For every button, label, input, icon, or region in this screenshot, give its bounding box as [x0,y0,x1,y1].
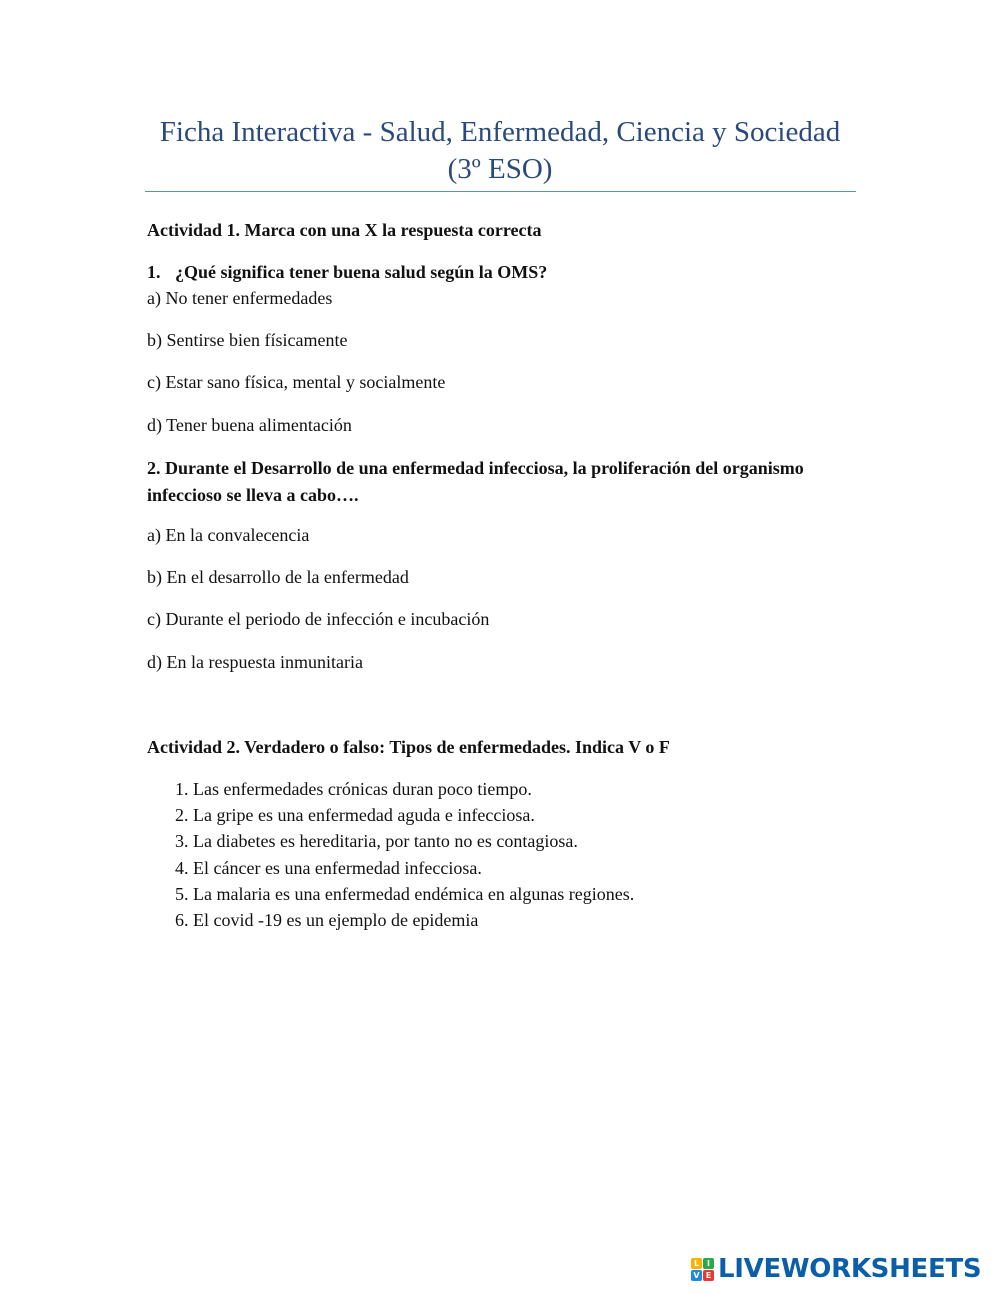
tf-item[interactable]: 6. El covid -19 es un ejemplo de epidemia [175,909,479,930]
q2-option-c[interactable]: c) Durante el periodo de infección e incubación [147,609,490,629]
title-divider [145,191,856,192]
true-false-list [175,777,634,934]
logo-tile: L [691,1258,702,1269]
q2-option-d[interactable]: d) En la respuesta inmunitaria [147,652,363,672]
logo-tile: V [691,1270,702,1281]
q2-option-a[interactable]: a) En la convalecencia [147,525,310,545]
question-1 [147,260,547,284]
tf-item[interactable]: 1. Las enfermedades crónicas duran poco tiempo. [175,779,532,799]
tf-item[interactable]: 5. La malaria es una enfermedad endémica en algunas regiones. [175,883,635,904]
q1-option-d[interactable]: d) Tener buena alimentación [147,415,352,435]
q1-option-c[interactable]: c) Estar sano física, mental y socialmente [147,372,446,392]
logo-text: LIVEWORKSHEETS [718,1254,982,1284]
page-title: Ficha Interactiva - Salud, Enfermedad, Ciencia y Sociedad (3º ESO) [159,116,841,185]
question-1-text: ¿Qué significa tener buena salud según la OMS? [175,262,548,282]
question-1-number: 1. [147,262,161,282]
logo-tile: E [703,1270,714,1281]
liveworksheets-logo [691,1254,981,1284]
tf-item[interactable]: 3. La diabetes es hereditaria, por tanto no es contagiosa. [175,831,578,852]
q1-option-a[interactable]: a) No tener enfermedades [147,288,333,308]
logo-mark-icon [691,1258,714,1281]
q2-option-b[interactable]: b) En el desarrollo de la enfermedad [147,567,409,587]
activity2-heading: Actividad 2. Verdadero o falso: Tipos de enfermedades. Indica V o F [147,737,670,757]
tf-item[interactable]: 2. La gripe es una enfermedad aguda e infecciosa. [175,805,535,826]
tf-item[interactable]: 4. El cáncer es una enfermedad infecciosa. [175,857,482,878]
q1-option-b[interactable]: b) Sentirse bien físicamente [147,330,348,350]
activity1-heading: Actividad 1. Marca con una X la respuesta correcta [147,220,542,240]
question-2-text: 2. Durante el Desarrollo de una enfermedad infecciosa, la proliferación del organismo infeccioso se lleva a cabo…. [147,458,804,505]
logo-tile: I [703,1258,714,1269]
